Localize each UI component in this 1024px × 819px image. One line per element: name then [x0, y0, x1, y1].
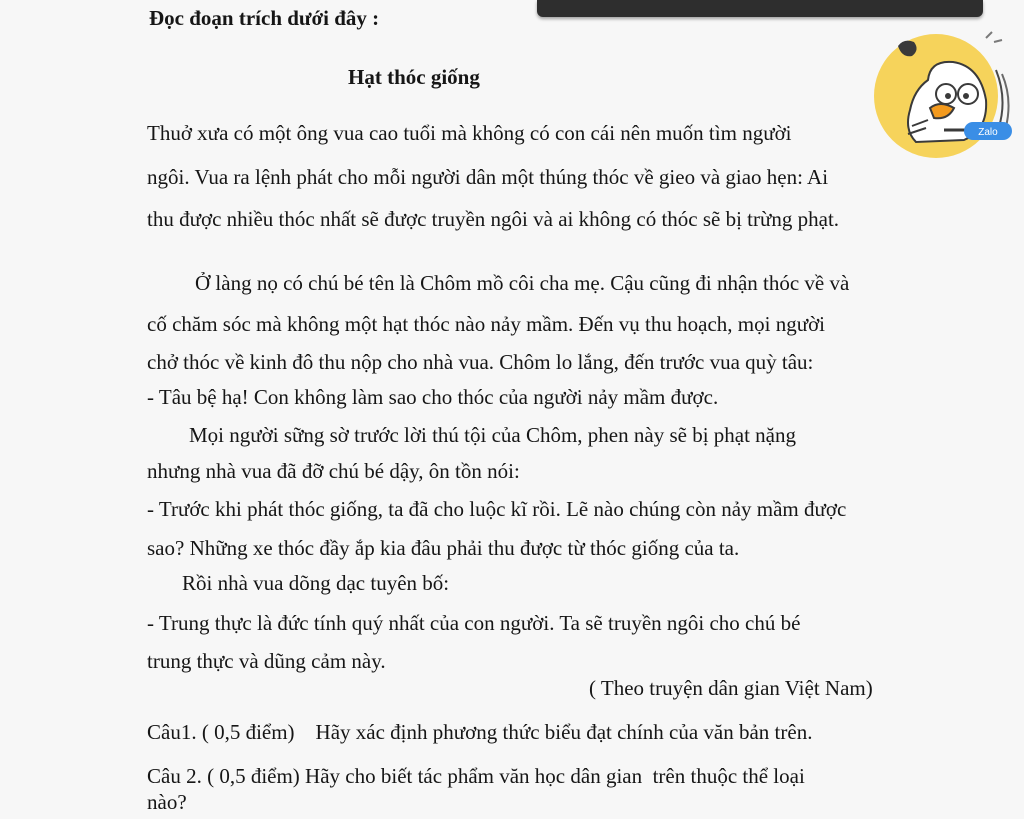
source-citation: ( Theo truyện dân gian Việt Nam)	[589, 676, 873, 700]
body-line: Rồi nhà vua dõng dạc tuyên bố:	[182, 571, 450, 595]
question-2-continued: nào?	[147, 790, 187, 814]
question-2: Câu 2. ( 0,5 điểm) Hãy cho biết tác phẩm văn học dân gian trên thuộc thể loại	[147, 764, 805, 788]
body-line: Ở làng nọ có chú bé tên là Chôm mồ côi cha mẹ. Cậu cũng đi nhận thóc về và	[195, 271, 850, 295]
zalo-sticker-icon	[868, 30, 1018, 162]
body-line: - Trung thực là đức tính quý nhất của con người. Ta sẽ truyền ngôi cho chú bé	[147, 611, 801, 635]
body-line: - Trước khi phát thóc giống, ta đã cho luộc kĩ rồi. Lẽ nào chúng còn nảy mầm được	[147, 497, 847, 521]
body-line: cố chăm sóc mà không một hạt thóc nào nảy mầm. Đến vụ thu hoạch, mọi người	[147, 312, 826, 336]
zalo-badge	[964, 122, 1012, 140]
body-line: trung thực và dũng cảm này.	[147, 649, 386, 673]
body-line: - Tâu bệ hạ! Con không làm sao cho thóc của người nảy mầm được.	[147, 385, 719, 409]
story-title: Hạt thóc giống	[348, 65, 480, 89]
body-line: Mọi người sững sờ trước lời thú tội của Chôm, phen này sẽ bị phạt nặng	[189, 423, 797, 447]
top-dark-bar	[537, 0, 983, 17]
body-line: sao? Những xe thóc đầy ắp kia đâu phải thu được từ thóc giống của ta.	[147, 536, 740, 560]
instruction-heading: Đọc đoạn trích dưới đây :	[149, 6, 380, 30]
body-line: nhưng nhà vua đã đỡ chú bé dậy, ôn tồn nói:	[147, 459, 520, 483]
body-line: ngôi. Vua ra lệnh phát cho mỗi người dân một thúng thóc về gieo và giao hẹn: Ai	[147, 165, 829, 189]
zalo-badge-text: Zalo	[978, 127, 998, 138]
question-1: Câu1. ( 0,5 điểm) Hãy xác định phương thức biểu đạt chính của văn bản trên.	[147, 720, 813, 744]
body-line: Thuở xưa có một ông vua cao tuổi mà không có con cái nên muốn tìm người	[147, 121, 792, 145]
body-line: thu được nhiều thóc nhất sẽ được truyền ngôi và ai không có thóc sẽ bị trừng phạt.	[147, 207, 840, 231]
body-line: chở thóc về kinh đô thu nộp cho nhà vua. Chôm lo lắng, đến trước vua quỳ tâu:	[147, 350, 814, 374]
